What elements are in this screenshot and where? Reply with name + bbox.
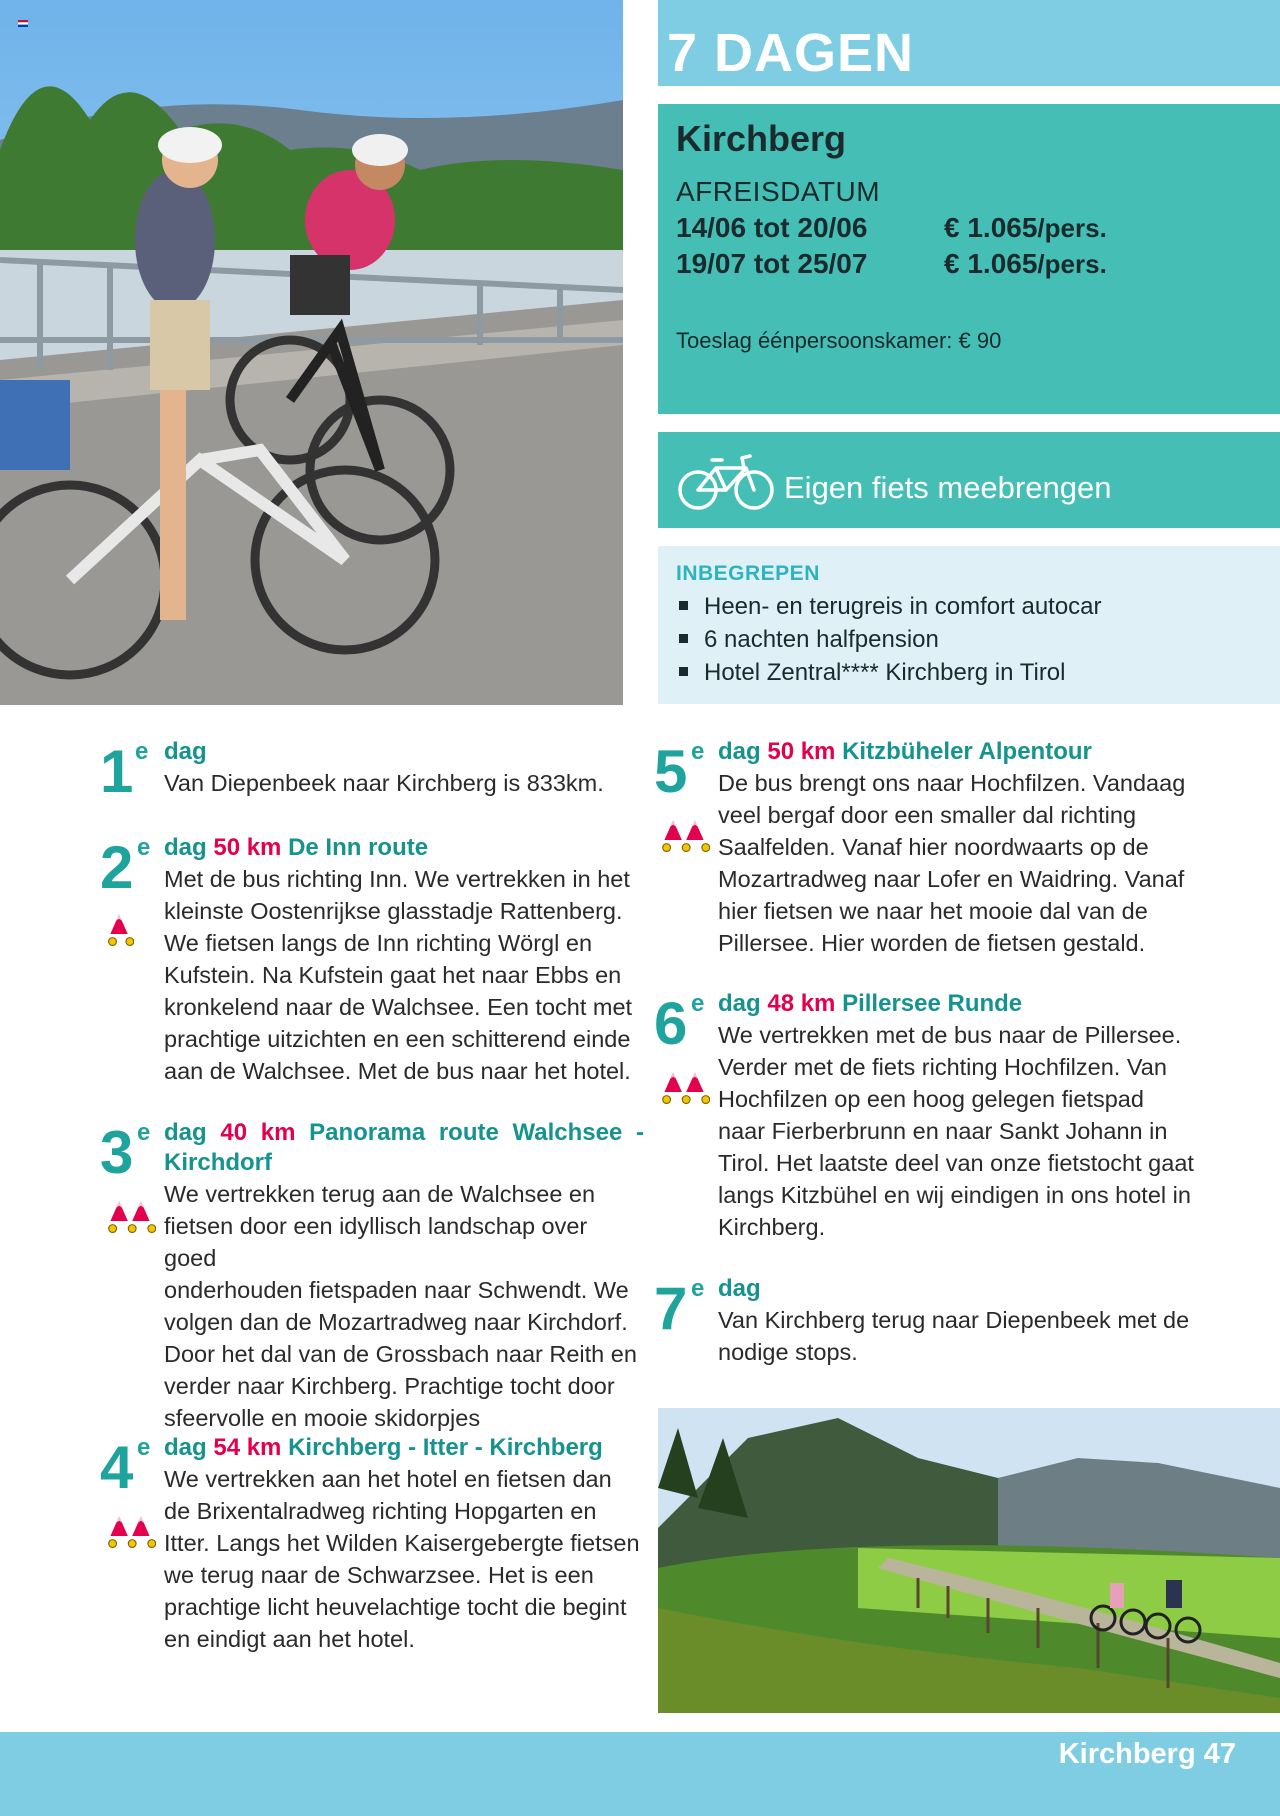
day-heading: [718, 989, 1022, 1019]
day-label: dag: [718, 990, 761, 1017]
day-description-line: We vertrekken met de bus naar de Pillersee.: [718, 1022, 1182, 1048]
day-description-line: kleinste Oostenrijkse glasstadje Rattenberg.: [164, 898, 623, 924]
day-description-line: Verder met de fiets richting Hochfilzen. Van: [718, 1054, 1167, 1080]
day-description-line: nodige stops.: [718, 1339, 858, 1365]
day-description-line: Door het dal van de Grossbach naar Reith en: [164, 1341, 637, 1367]
bike-label: Eigen fiets meebrengen: [784, 470, 1112, 505]
list-item: 6 nachten halfpension: [676, 623, 1102, 656]
price-amount: € 1.065: [944, 212, 1038, 243]
day-description-line: Van Diepenbeek naar Kirchberg is 833km.: [164, 770, 604, 796]
day-description-line: naar Fierberbrunn en naar Sankt Johann in: [718, 1118, 1168, 1144]
difficulty-icon: [108, 1197, 156, 1231]
day-heading: [718, 1274, 761, 1304]
day-distance: 40 km: [220, 1119, 296, 1146]
header-divider: [658, 86, 1280, 90]
landscape-photo: [658, 1408, 1280, 1713]
day-ordinal-suffix: e: [135, 738, 149, 765]
day-description-line: Pillersee. Hier worden de fietsen gestald.: [718, 930, 1146, 956]
difficulty-icon: [662, 816, 710, 850]
day-number: 7: [654, 1275, 688, 1342]
day-ordinal-suffix: e: [137, 1434, 151, 1461]
difficulty-icon: [108, 910, 134, 944]
day-distance: 50 km: [767, 738, 836, 765]
day-description: [164, 1463, 644, 1655]
departure-label: AFREISDATUM: [676, 176, 881, 207]
day-description-line: sfeervolle en mooie skidorpjes: [164, 1405, 481, 1431]
day-route-title: Pillersee Runde: [842, 990, 1023, 1017]
page-footer: Kirchberg 47: [1058, 1738, 1236, 1770]
day-description-line: onderhouden fietspaden naar Schwendt. We: [164, 1277, 629, 1303]
price-unit: /pers.: [1037, 249, 1107, 279]
day-description-line: Itter. Langs het Wilden Kaisergebergte fietsen: [164, 1530, 640, 1556]
day-route-title: Kirchberg - Itter - Kirchberg: [288, 1434, 603, 1461]
day-number: 5: [654, 738, 688, 805]
day-label: dag: [164, 1434, 207, 1461]
day-description: [164, 1178, 644, 1434]
price-row: [676, 248, 1116, 280]
day-description-line: Saalfelden. Vanaf hier noordwaarts op de: [718, 834, 1149, 860]
day-heading: [718, 737, 1092, 767]
day-description-line: We fietsen langs de Inn richting Wörgl en: [164, 930, 593, 956]
day-description-line: De bus brengt ons naar Hochfilzen. Vandaag: [718, 770, 1186, 796]
day-label: dag: [718, 738, 761, 765]
day-route-title: De Inn route: [288, 834, 429, 861]
day-route-title: Kitzbüheler Alpentour: [842, 738, 1092, 765]
day-description-line: We vertrekken aan het hotel en fietsen dan: [164, 1466, 612, 1492]
included-title: INBEGREPEN: [676, 562, 820, 585]
day-description-line: langs Kitzbühel en wij eindigen in ons hotel in: [718, 1182, 1191, 1208]
price-unit: /pers.: [1037, 213, 1107, 243]
day-description-line: Met de bus richting Inn. We vertrekken in het: [164, 866, 630, 892]
day-label: dag: [164, 738, 207, 765]
day-description-line: we terug naar de Schwarzsee. Het is een: [164, 1562, 594, 1588]
day-route-title: Panorama route Walchsee - Kirchdorf: [164, 1119, 645, 1176]
day-heading: [164, 1118, 644, 1178]
day-description-line: veel bergaf door een smaller dal richting: [718, 802, 1137, 828]
day-description: [164, 863, 644, 1087]
day-heading: [164, 1433, 603, 1463]
difficulty-icon: [108, 1512, 156, 1546]
day-distance: 48 km: [767, 990, 836, 1017]
difficulty-icon: [662, 1068, 710, 1102]
day-number: 3: [100, 1119, 134, 1186]
day-number: 1: [100, 738, 134, 805]
day-ordinal-suffix: e: [137, 1119, 151, 1146]
day-description-line: hier fietsen we naar het mooie dal van de: [718, 898, 1148, 924]
day-heading: [164, 737, 207, 767]
day-ordinal-suffix: e: [691, 1275, 705, 1302]
day-label: dag: [718, 1275, 761, 1302]
day-description-line: volgen dan de Mozartradweg naar Kirchdorf.: [164, 1309, 628, 1335]
price-dates: 19/07 tot 25/07: [676, 248, 868, 279]
day-number: 6: [654, 990, 688, 1057]
day-description-line: kronkelend naar de Walchsee. Een tocht met: [164, 994, 633, 1020]
price-row: [676, 212, 1116, 244]
day-description-line: de Brixentalradweg richting Hopgarten en: [164, 1498, 597, 1524]
day-description-line: prachtige uitzichten en een schitterend einde: [164, 1026, 631, 1052]
day-number: 2: [100, 834, 134, 901]
day-description: [718, 767, 1198, 959]
day-ordinal-suffix: e: [691, 738, 705, 765]
day-description: [718, 1304, 1198, 1368]
day-number: 4: [100, 1434, 134, 1501]
list-item: Heen- en terugreis in comfort autocar: [676, 590, 1102, 623]
cyclists-photo: [0, 0, 623, 705]
day-description-line: fietsen door een idyllisch landschap over goed: [164, 1213, 588, 1271]
day-description: [718, 1019, 1198, 1243]
day-label: dag: [164, 834, 207, 861]
day-description-line: Tirol. Het laatste deel van onze fietstocht gaat: [718, 1150, 1194, 1176]
day-heading: [164, 833, 428, 863]
day-distance: 54 km: [213, 1434, 282, 1461]
included-list: [676, 590, 1102, 689]
day-description-line: Hochfilzen op een hoog gelegen fietspad: [718, 1086, 1144, 1112]
destination-name: Kirchberg: [676, 118, 847, 159]
day-description-line: verder naar Kirchberg. Prachtige tocht door: [164, 1373, 615, 1399]
price-amount: € 1.065: [944, 248, 1038, 279]
day-description-line: Mozartradweg naar Lofer en Waidring. Vanaf: [718, 866, 1185, 892]
day-description: [164, 767, 644, 799]
price-dates: 14/06 tot 20/06: [676, 212, 868, 243]
day-description-line: Kirchberg.: [718, 1214, 826, 1240]
day-description-line: Kufstein. Na Kufstein gaat het naar Ebbs en: [164, 962, 622, 988]
page-title: 7 DAGEN: [667, 23, 915, 83]
list-item: Hotel Zentral**** Kirchberg in Tirol: [676, 656, 1102, 689]
day-ordinal-suffix: e: [691, 990, 705, 1017]
day-ordinal-suffix: e: [137, 834, 151, 861]
day-description-line: Van Kirchberg terug naar Diepenbeek met de: [718, 1307, 1190, 1333]
day-description-line: aan de Walchsee. Met de bus naar het hotel.: [164, 1058, 631, 1084]
day-description-line: prachtige licht heuvelachtige tocht die begint: [164, 1594, 627, 1620]
day-label: dag: [164, 1119, 207, 1146]
single-room-supplement: Toeslag éénpersoonskamer: € 90: [676, 328, 1002, 353]
day-distance: 50 km: [213, 834, 282, 861]
flag-icon: [18, 20, 28, 27]
day-description-line: en eindigt aan het hotel.: [164, 1626, 415, 1652]
day-description-line: We vertrekken terug aan de Walchsee en: [164, 1181, 596, 1207]
bicycle-icon: [676, 446, 776, 514]
